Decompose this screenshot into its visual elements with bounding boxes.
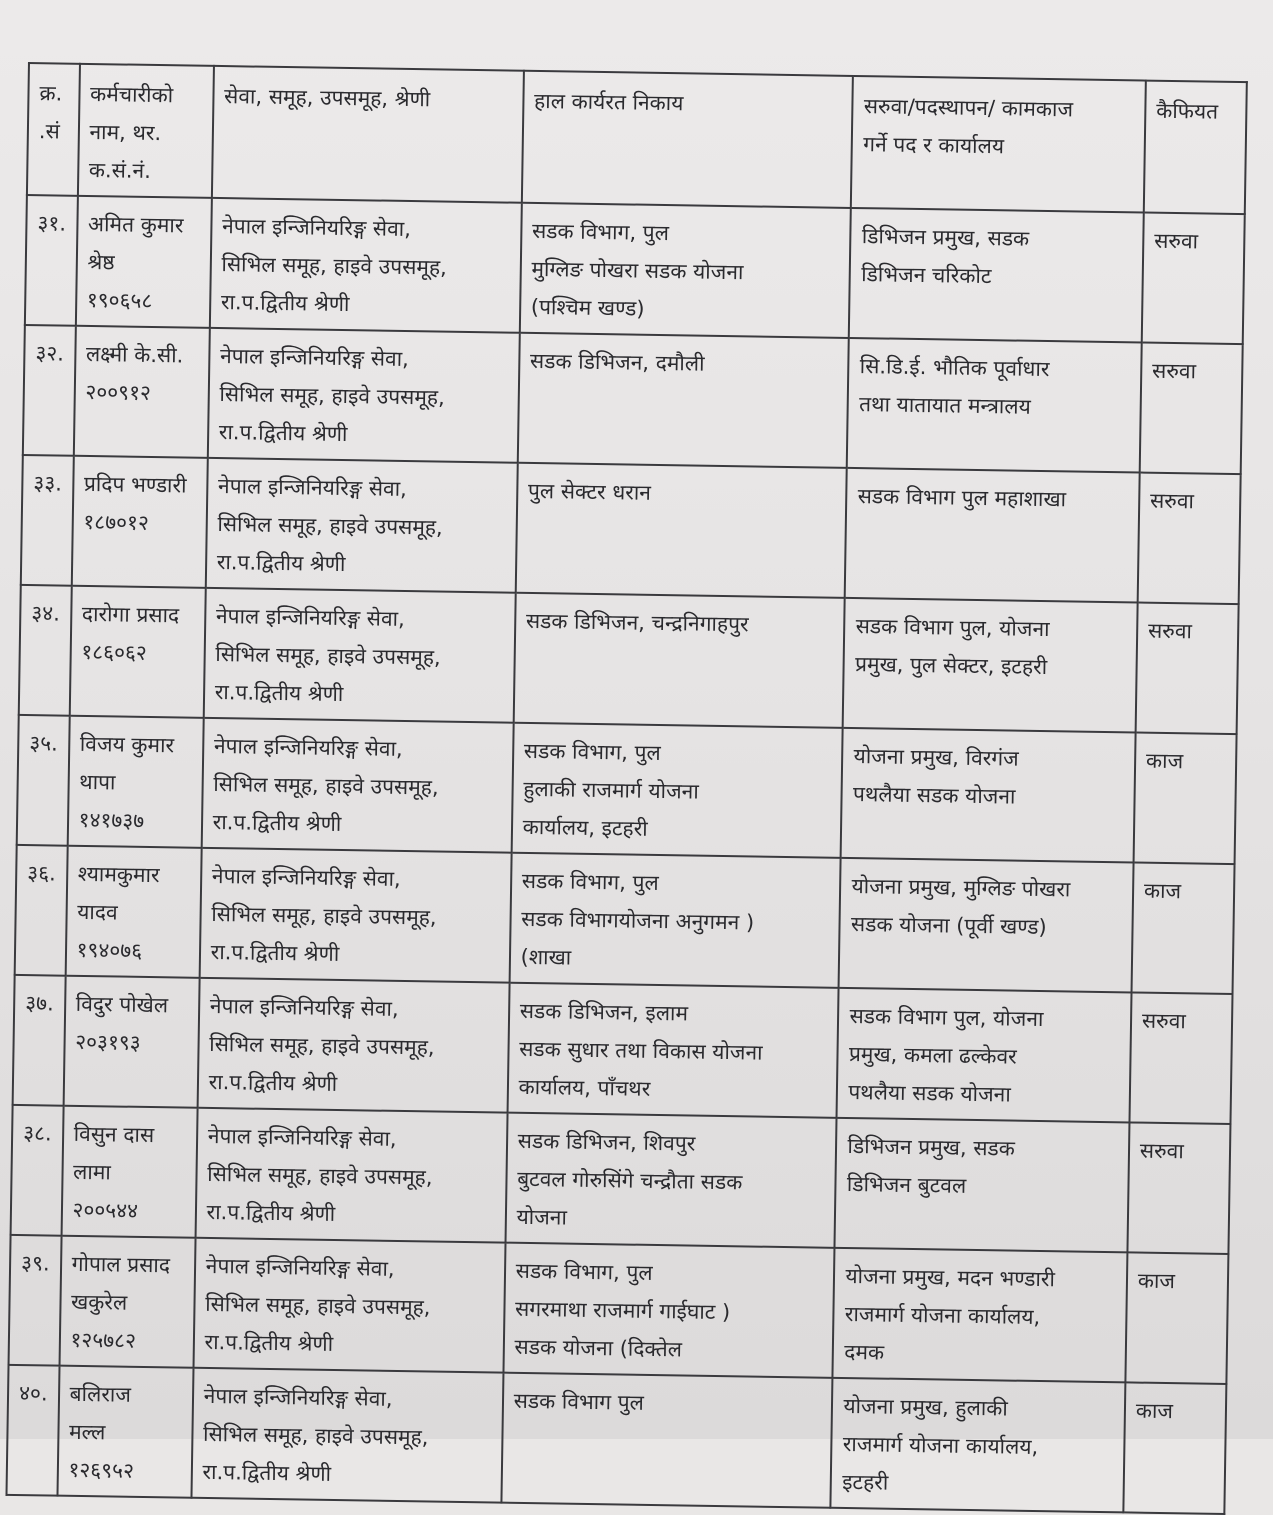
cell-remark: सरुवा bbox=[1129, 992, 1232, 1124]
name-line: थापा bbox=[79, 769, 116, 795]
transfer-line: सडक योजना (पूर्वी खण्ड) bbox=[850, 912, 1047, 940]
transfer-line: पथलैया सडक योजना bbox=[852, 782, 1016, 809]
transfer-line: सडक विभाग पुल, योजना bbox=[855, 614, 1050, 642]
service-line: सिभिल समूह, हाइवे उपसमूह, bbox=[204, 1291, 431, 1320]
transfer-line: योजना प्रमुख, हुलाकी bbox=[843, 1393, 1009, 1421]
transfer-line: प्रमुख, पुल सेक्टर, इटहरी bbox=[854, 652, 1048, 680]
service-line: रा.प.द्वितीय श्रेणी bbox=[218, 420, 348, 447]
table-row bbox=[6, 1365, 1226, 1514]
transfer-line: इटहरी bbox=[842, 1469, 889, 1495]
service-line: नेपाल इन्जिनियरिङ्ग सेवा, bbox=[221, 214, 412, 242]
transfer-line: सडक विभाग पुल महाशाखा bbox=[857, 484, 1067, 512]
name-line: १२५७८२ bbox=[70, 1327, 137, 1353]
office-line: (शाखा bbox=[520, 944, 572, 970]
cell-office bbox=[513, 593, 845, 728]
cell-sn: ३६. bbox=[15, 845, 68, 976]
name-line: श्रेष्ठ bbox=[87, 249, 115, 275]
cell-remark: काज bbox=[1131, 862, 1234, 994]
header-name bbox=[77, 64, 213, 198]
cell-transfer bbox=[847, 338, 1141, 473]
service-line: सिभिल समूह, हाइवे उपसमूह, bbox=[221, 252, 447, 280]
service-line: सिभिल समूह, हाइवे उपसमूह, bbox=[207, 1161, 433, 1190]
table-row bbox=[19, 585, 1239, 734]
cell-transfer bbox=[835, 1118, 1129, 1253]
cell-service bbox=[205, 458, 517, 593]
cell-name bbox=[67, 716, 203, 848]
table-row bbox=[23, 325, 1243, 474]
cell-service bbox=[210, 198, 522, 333]
service-line: नेपाल इन्जिनियरिङ्ग सेवा, bbox=[205, 1253, 395, 1281]
cell-remark: काज bbox=[1133, 732, 1236, 864]
table-row bbox=[21, 455, 1241, 604]
table-row bbox=[11, 1105, 1231, 1254]
office-line: कार्यालय, पाँचथर bbox=[518, 1074, 651, 1101]
name-line: १९०६५८ bbox=[86, 287, 153, 313]
table-row bbox=[13, 975, 1233, 1124]
cell-remark: सरुवा bbox=[1142, 213, 1245, 345]
transfer-line: सि.डि.ई. भौतिक पूर्वाधार bbox=[859, 354, 1050, 382]
cell-sn: ३७. bbox=[13, 975, 66, 1106]
cell-office bbox=[515, 463, 847, 598]
transfer-line: दमक bbox=[844, 1339, 885, 1365]
service-line: नेपाल इन्जिनियरिङ्ग सेवा, bbox=[217, 474, 407, 502]
cell-service bbox=[201, 718, 513, 853]
name-line: २००५४४ bbox=[72, 1197, 139, 1223]
cell-office bbox=[507, 983, 839, 1118]
cell-remark: सरुवा bbox=[1135, 602, 1238, 734]
cell-service bbox=[193, 1238, 505, 1373]
name-line: विसुन दास bbox=[73, 1121, 155, 1148]
table-row bbox=[25, 195, 1245, 344]
cell-sn: ३४. bbox=[19, 585, 72, 716]
office-line: सडक विभाग, पुल bbox=[515, 1258, 653, 1285]
service-line: नेपाल इन्जिनियरिङ्ग सेवा, bbox=[219, 344, 410, 372]
cell-remark: सरुवा bbox=[1140, 343, 1243, 475]
transfer-line: प्रमुख, कमला ढल्केवर bbox=[848, 1042, 1017, 1069]
transfer-line: राजमार्ग योजना कार्यालय, bbox=[842, 1431, 1039, 1460]
table-row bbox=[9, 1235, 1229, 1384]
service-line: नेपाल इन्जिनियरिङ्ग सेवा, bbox=[215, 604, 405, 631]
office-line: सडक विभाग, पुल bbox=[531, 218, 670, 246]
header-line: .सं bbox=[38, 119, 60, 144]
header-transfer bbox=[851, 76, 1145, 213]
cell-office bbox=[511, 723, 843, 858]
service-line: रा.प.द्वितीय श्रेणी bbox=[216, 550, 346, 577]
cell-transfer bbox=[839, 858, 1133, 993]
header-line: गर्ने पद र कार्यालय bbox=[863, 132, 1005, 159]
cell-name bbox=[61, 1106, 197, 1238]
service-line: रा.प.द्वितीय श्रेणी bbox=[210, 939, 340, 966]
office-line: सडक डिभिजन, चन्द्रनिगाहपुर bbox=[525, 608, 749, 637]
cell-transfer bbox=[841, 728, 1135, 863]
office-line: योजना bbox=[516, 1204, 568, 1230]
service-line: रा.प.द्वितीय श्रेणी bbox=[214, 680, 344, 707]
name-line: विजय कुमार bbox=[79, 731, 175, 758]
transfer-line: योजना प्रमुख, मुग्लिङ पोखरा bbox=[851, 874, 1071, 902]
name-line: १४१७३७ bbox=[78, 807, 145, 833]
cell-office bbox=[509, 853, 841, 988]
name-line: दारोगा प्रसाद bbox=[81, 601, 180, 628]
office-line: सडक योजना (दिक्तेल bbox=[514, 1334, 683, 1362]
cell-name bbox=[57, 1366, 193, 1498]
name-line: प्रदिप भण्डारी bbox=[83, 471, 187, 498]
office-line: बुटवल गोरुसिंगे चन्द्रौता सडक bbox=[516, 1166, 743, 1195]
cell-transfer bbox=[845, 468, 1139, 603]
header-line: क.सं.नं. bbox=[88, 157, 152, 183]
office-line: सडक विभाग पुल bbox=[513, 1388, 645, 1415]
transfer-line: डिभिजन बुटवल bbox=[846, 1172, 967, 1198]
transfer-line: राजमार्ग योजना कार्यालय, bbox=[844, 1301, 1041, 1330]
cell-transfer bbox=[843, 598, 1137, 733]
name-line: २००९१२ bbox=[85, 379, 152, 405]
header-line: क्र. bbox=[39, 81, 63, 106]
office-line: सडक डिभिजन, दमौली bbox=[529, 348, 705, 376]
service-line: रा.प.द्वितीय श्रेणी bbox=[204, 1329, 334, 1356]
office-line: सडक डिभिजन, इलाम bbox=[519, 998, 689, 1026]
name-line: यादव bbox=[77, 899, 118, 925]
cell-sn: ३८. bbox=[11, 1105, 64, 1236]
cell-name bbox=[71, 456, 207, 588]
cell-service bbox=[199, 848, 511, 983]
service-line: नेपाल इन्जिनियरिङ्ग सेवा, bbox=[209, 993, 399, 1021]
cell-sn: ३१. bbox=[25, 195, 78, 326]
name-line: २०३१९३ bbox=[74, 1029, 141, 1055]
transfer-line: योजना प्रमुख, विरगंज bbox=[853, 744, 1019, 771]
cell-transfer bbox=[849, 208, 1143, 343]
office-line: सडक विभाग, पुल bbox=[523, 738, 661, 766]
service-line: नेपाल इन्जिनियरिङ्ग सेवा, bbox=[203, 1383, 393, 1411]
name-line: १९४०७६ bbox=[76, 937, 143, 963]
name-line: गोपाल प्रसाद bbox=[71, 1251, 171, 1278]
service-line: रा.प.द्वितीय श्रेणी bbox=[220, 290, 350, 317]
cell-office bbox=[519, 203, 851, 338]
cell-office bbox=[503, 1243, 835, 1378]
name-line: १८७०१२ bbox=[83, 509, 150, 535]
service-line: सिभिल समूह, हाइवे उपसमूह, bbox=[219, 382, 445, 410]
cell-office bbox=[505, 1113, 837, 1248]
transfer-line: डिभिजन प्रमुख, सडक bbox=[847, 1134, 1016, 1161]
header-sn bbox=[27, 63, 80, 196]
office-line: (पश्चिम खण्ड) bbox=[530, 294, 645, 321]
service-line: नेपाल इन्जिनियरिङ्ग सेवा, bbox=[213, 734, 403, 761]
name-line: बलिराज bbox=[69, 1381, 132, 1407]
transfer-line: पथलैया सडक योजना bbox=[848, 1080, 1011, 1107]
cell-sn: ४०. bbox=[6, 1365, 59, 1496]
cell-name bbox=[73, 326, 209, 458]
office-line: कार्यालय, इटहरी bbox=[522, 814, 648, 841]
name-line: १२६९५२ bbox=[68, 1457, 135, 1483]
office-line: सगरमाथा राजमार्ग गाईघाट ) bbox=[514, 1296, 731, 1325]
cell-name bbox=[63, 976, 199, 1108]
header-line: नाम, थर. bbox=[89, 119, 162, 146]
cell-transfer bbox=[831, 1378, 1125, 1513]
transfer-line: तथा यातायात मन्त्रालय bbox=[858, 392, 1031, 419]
office-line: सडक विभागयोजना अनुगमन ) bbox=[521, 906, 755, 935]
transfer-line: योजना प्रमुख, मदन भण्डारी bbox=[845, 1263, 1056, 1292]
service-line: नेपाल इन्जिनियरिङ्ग सेवा, bbox=[211, 863, 401, 891]
table-row bbox=[17, 715, 1237, 864]
service-line: नेपाल इन्जिनियरिङ्ग सेवा, bbox=[207, 1123, 397, 1151]
cell-remark: सरुवा bbox=[1127, 1122, 1230, 1254]
cell-remark: काज bbox=[1123, 1382, 1226, 1514]
office-line: सडक सुधार तथा विकास योजना bbox=[519, 1036, 763, 1065]
cell-name bbox=[65, 846, 201, 978]
table-row bbox=[15, 845, 1235, 994]
cell-remark: सरुवा bbox=[1137, 473, 1240, 605]
service-line: सिभिल समूह, हाइवे उपसमूह, bbox=[209, 1031, 435, 1060]
service-line: सिभिल समूह, हाइवे उपसमूह, bbox=[213, 772, 439, 800]
header-line: हाल कार्यरत निकाय bbox=[533, 88, 684, 116]
service-line: रा.प.द्वितीय श्रेणी bbox=[202, 1459, 332, 1486]
name-line: १८६०६२ bbox=[81, 639, 148, 665]
cell-sn: ३२. bbox=[23, 325, 76, 456]
header-line: कर्मचारीको bbox=[89, 81, 174, 108]
cell-sn: ३३. bbox=[21, 455, 74, 586]
header-office bbox=[522, 71, 854, 208]
service-line: सिभिल समूह, हाइवे उपसमूह, bbox=[215, 642, 441, 670]
name-line: लक्ष्मी के.सी. bbox=[85, 341, 184, 368]
cell-transfer bbox=[833, 1248, 1127, 1383]
cell-service bbox=[191, 1368, 503, 1503]
header-line: सेवा, समूह, उपसमूह, श्रेणी bbox=[223, 84, 431, 112]
cell-service bbox=[197, 978, 509, 1113]
service-line: सिभिल समूह, हाइवे उपसमूह, bbox=[211, 901, 437, 930]
cell-name bbox=[59, 1236, 195, 1368]
cell-transfer bbox=[837, 988, 1131, 1123]
header-line: सरुवा/पदस्थापन/ कामकाज bbox=[863, 94, 1074, 122]
name-line: श्यामकुमार bbox=[77, 861, 160, 888]
office-line: सडक विभाग, पुल bbox=[521, 868, 659, 896]
cell-sn: ३५. bbox=[17, 715, 70, 846]
table-body bbox=[6, 195, 1244, 1514]
table-header-row bbox=[27, 63, 1247, 214]
name-line: खकुरेल bbox=[70, 1289, 128, 1315]
header-line: कैफियत bbox=[1156, 98, 1219, 124]
office-line: पुल सेक्टर धरान bbox=[527, 478, 652, 505]
service-line: रा.प.द्वितीय श्रेणी bbox=[212, 809, 342, 837]
cell-sn: ३९. bbox=[9, 1235, 62, 1366]
cell-service bbox=[195, 1108, 507, 1243]
cell-name bbox=[75, 196, 211, 328]
cell-service bbox=[203, 588, 515, 723]
service-line: सिभिल समूह, हाइवे उपसमूह, bbox=[217, 512, 443, 540]
cell-service bbox=[207, 328, 519, 463]
cell-office bbox=[501, 1373, 833, 1508]
cell-office bbox=[517, 333, 849, 468]
office-line: मुग्लिङ पोखरा सडक योजना bbox=[531, 256, 744, 285]
transfer-line: डिभिजन प्रमुख, सडक bbox=[861, 224, 1030, 251]
office-line: सडक डिभिजन, शिवपुर bbox=[517, 1128, 696, 1156]
cell-remark: काज bbox=[1125, 1252, 1228, 1384]
transfer-line: डिभिजन चरिकोट bbox=[861, 262, 992, 289]
office-line: हुलाकी राजमार्ग योजना bbox=[523, 776, 699, 804]
service-line: सिभिल समूह, हाइवे उपसमूह, bbox=[202, 1421, 429, 1450]
service-line: रा.प.द्वितीय श्रेणी bbox=[208, 1069, 338, 1096]
header-remark bbox=[1144, 81, 1247, 215]
name-line: लामा bbox=[72, 1159, 112, 1185]
name-line: अमित कुमार bbox=[87, 211, 184, 238]
header-service bbox=[212, 66, 524, 203]
service-line: रा.प.द्वितीय श्रेणी bbox=[206, 1199, 336, 1226]
transfer-table bbox=[5, 62, 1247, 1515]
name-line: मल्ल bbox=[68, 1419, 106, 1445]
cell-name bbox=[69, 586, 205, 718]
name-line: विदुर पोखेल bbox=[75, 991, 169, 1018]
transfer-line: सडक विभाग पुल, योजना bbox=[849, 1004, 1044, 1032]
